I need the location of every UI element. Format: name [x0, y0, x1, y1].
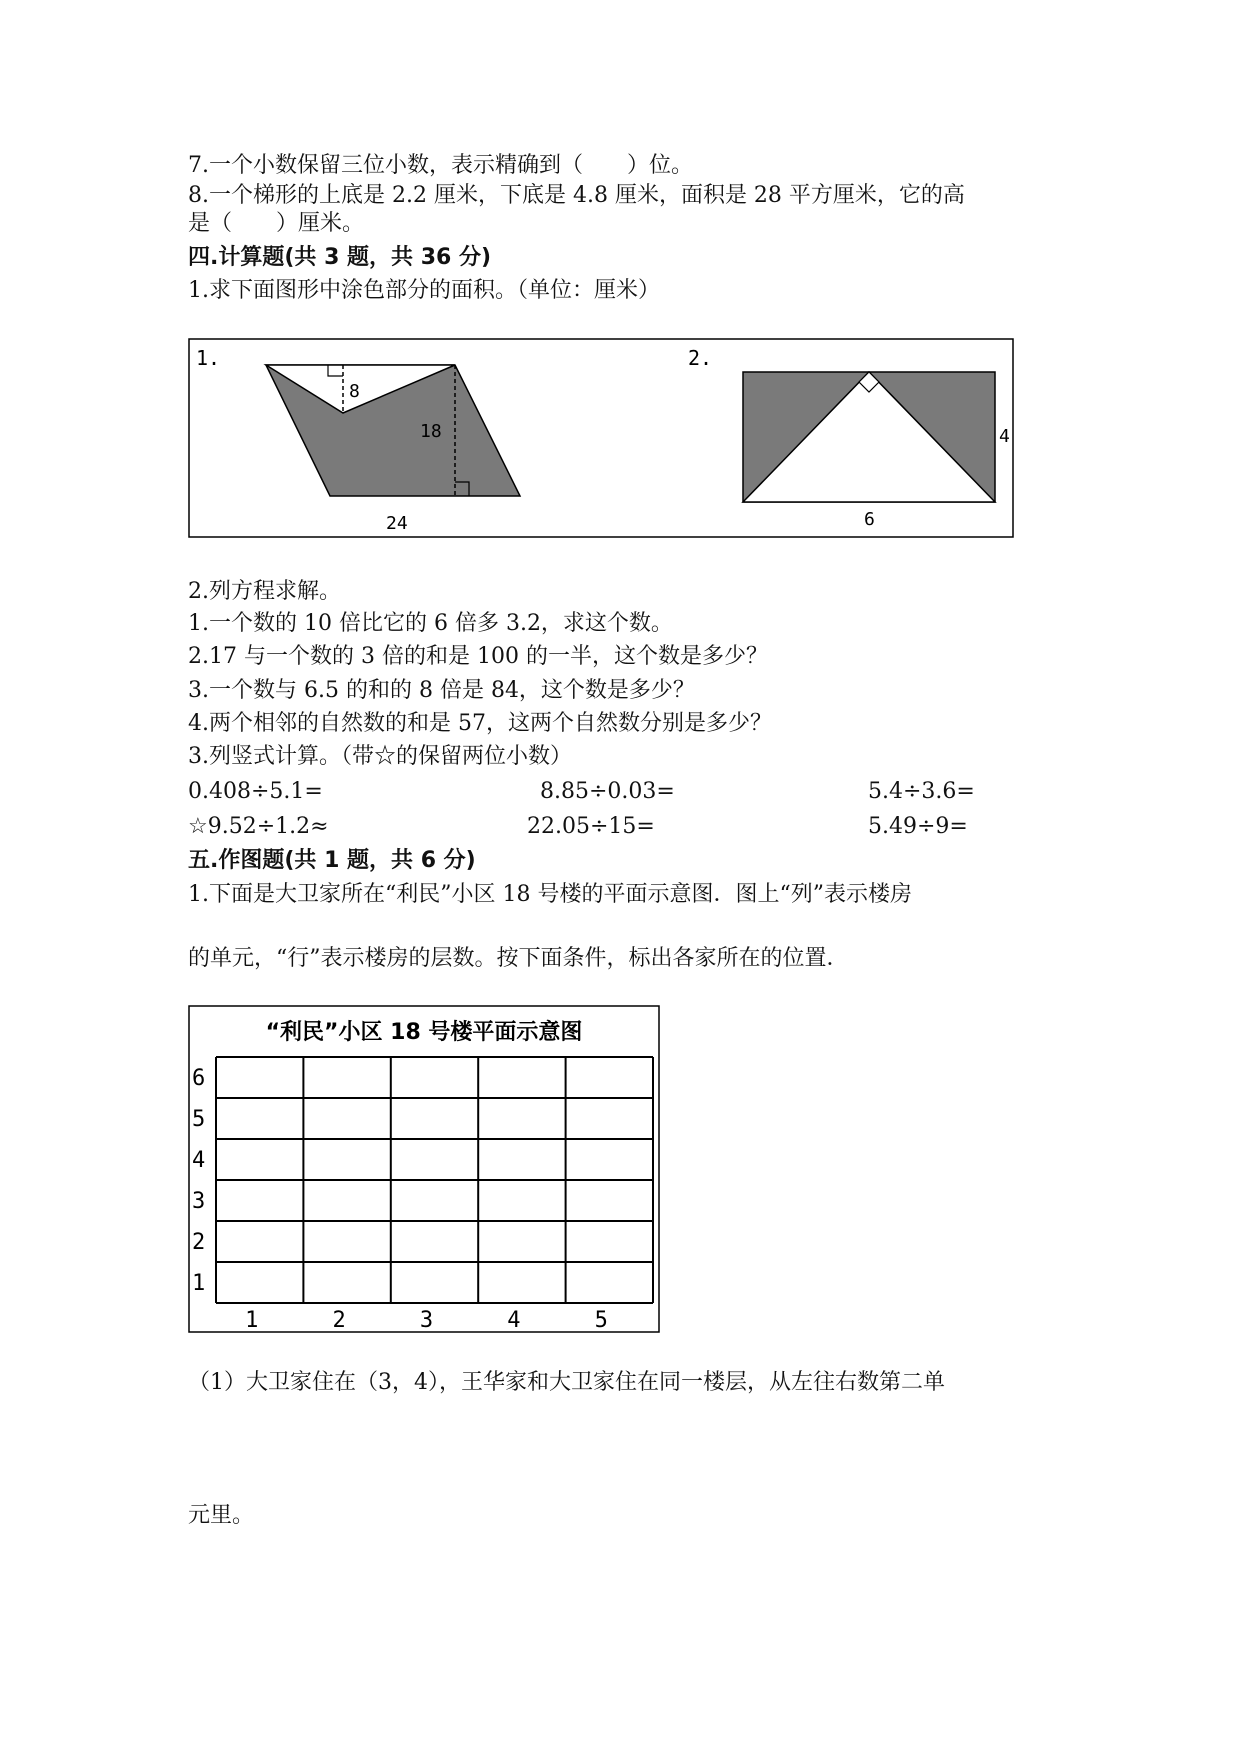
p1-small-height: 8: [349, 381, 360, 402]
column-label: 4: [507, 1308, 521, 1333]
figure-label-1: 1.: [196, 346, 221, 370]
p1-base: 24: [386, 513, 408, 534]
column-label: 2: [332, 1308, 346, 1333]
row-label: 3: [192, 1189, 206, 1214]
equation-item-2: 2.17 与一个数的 3 倍的和是 100 的一半，这个数是多少？: [188, 644, 768, 669]
section-5-heading: 五.作图题(共 1 题，共 6 分): [188, 848, 476, 873]
drawing-question-line1: 1.下面是大卫家所在“利民”小区 18 号楼的平面示意图．图上“列”表示楼房: [188, 882, 912, 907]
row-label: 1: [192, 1271, 206, 1296]
drawing-question-line2: 的单元，“行”表示楼房的层数。按下面条件，标出各家所在的位置．: [188, 946, 849, 971]
building-grid-figure: [188, 1005, 660, 1333]
sub-question-1-line1: （1）大卫家住在（3，4），王华家和大卫家住在同一楼层，从左往右数第二单: [188, 1370, 945, 1395]
column-label: 3: [419, 1308, 434, 1333]
question-8-line2: 是（ ）厘米。: [188, 211, 365, 236]
question-7: 7.一个小数保留三位小数，表示精确到（ ）位。: [188, 153, 693, 178]
section-4-heading: 四.计算题(共 3 题，共 36 分): [188, 245, 492, 270]
calc-1-1: 0.408÷5.1=: [188, 779, 323, 804]
row-label: 4: [192, 1148, 206, 1173]
equation-item-4: 4.两个相邻的自然数的和是 57，这两个自然数分别是多少？: [188, 711, 772, 736]
shaded-area-figure: [188, 338, 1014, 538]
calc-1-2: 8.85÷0.03=: [540, 779, 675, 804]
calc-1-3: 5.4÷3.6=: [868, 779, 975, 804]
calc-question-2: 2.列方程求解。: [188, 579, 341, 604]
calc-2-1: ☆9.52÷1.2≈: [188, 814, 329, 839]
row-label: 2: [192, 1230, 206, 1255]
p2-height: 4: [999, 426, 1010, 447]
column-label: 5: [594, 1308, 608, 1333]
p2-base: 6: [864, 509, 875, 530]
sub-question-1-line2: 元里。: [188, 1503, 255, 1528]
calc-2-2: 22.05÷15=: [527, 814, 655, 839]
row-label: 6: [192, 1066, 206, 1091]
calc-question-1: 1.求下面图形中涂色部分的面积。（单位：厘米）: [188, 278, 660, 303]
equation-item-1: 1.一个数的 10 倍比它的 6 倍多 3.2，求这个数。: [188, 611, 673, 636]
question-8-line1: 8.一个梯形的上底是 2.2 厘米，下底是 4.8 厘米，面积是 28 平方厘米，它的高: [188, 183, 965, 208]
p1-height: 18: [420, 421, 442, 442]
calc-question-3: 3.列竖式计算。（带☆的保留两位小数）: [188, 744, 572, 769]
calc-2-3: 5.49÷9=: [868, 814, 968, 839]
grid-title: “利民”小区 18 号楼平面示意图: [265, 1020, 583, 1045]
figure-label-2: 2.: [688, 346, 713, 370]
equation-item-3: 3.一个数与 6.5 的和的 8 倍是 84，这个数是多少？: [188, 678, 695, 703]
row-label: 5: [192, 1107, 206, 1132]
column-label: 1: [245, 1308, 259, 1333]
